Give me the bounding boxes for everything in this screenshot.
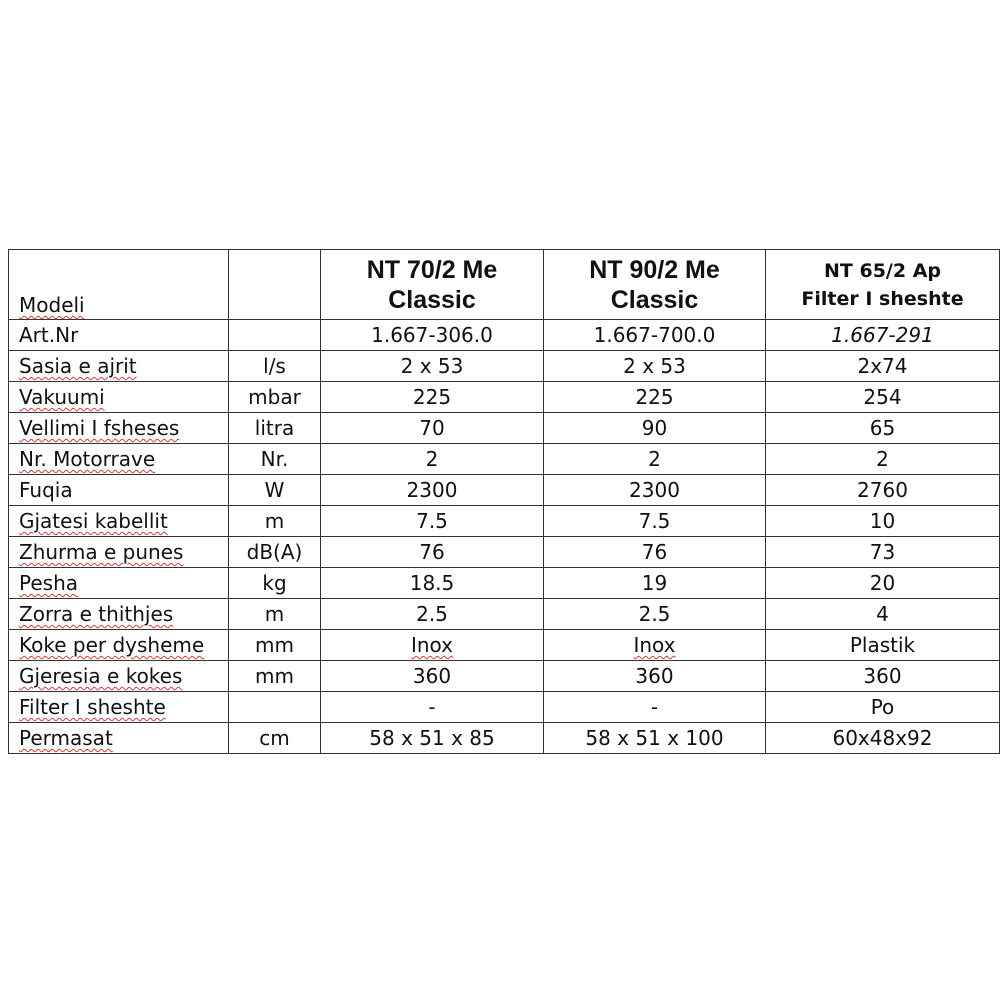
row-value: Inox xyxy=(633,633,676,657)
row-value: 225 xyxy=(635,385,674,409)
row-label: Fuqia xyxy=(19,478,73,502)
model-header-1 xyxy=(321,250,544,320)
row-value: 20 xyxy=(869,571,896,595)
row-unit: mm xyxy=(229,661,321,692)
row-unit: l/s xyxy=(229,351,321,382)
row-value-model-3 xyxy=(766,568,1000,599)
row-value-model-1 xyxy=(321,444,544,475)
row-label-cell xyxy=(9,723,229,754)
row-value-model-2 xyxy=(544,320,766,351)
table-row xyxy=(9,568,1000,599)
row-value-model-2 xyxy=(544,351,766,382)
row-value: 58 x 51 x 85 xyxy=(369,726,495,750)
row-label-cell xyxy=(9,661,229,692)
row-unit: m xyxy=(229,599,321,630)
row-value-model-2 xyxy=(544,475,766,506)
row-unit xyxy=(229,320,321,351)
model-header-2 xyxy=(544,250,766,320)
row-value-model-3 xyxy=(766,537,1000,568)
row-label: Art.Nr xyxy=(19,323,79,347)
row-value-model-1 xyxy=(321,506,544,537)
model-header-3-line1: NT 65/2 Ap xyxy=(824,259,941,282)
row-value: 360 xyxy=(863,664,902,688)
row-value: 2 xyxy=(425,447,439,471)
header-label xyxy=(9,250,229,320)
row-label-cell xyxy=(9,506,229,537)
row-value: 2300 xyxy=(406,478,458,502)
row-label: Zorra e thithjes xyxy=(19,602,174,626)
row-value: 19 xyxy=(641,571,668,595)
row-value-model-1 xyxy=(321,630,544,661)
row-value: 76 xyxy=(419,540,445,564)
row-value: Plastik xyxy=(849,633,916,657)
row-unit: mbar xyxy=(229,382,321,413)
row-value: 90 xyxy=(641,416,668,440)
row-value: - xyxy=(650,695,659,719)
row-value-model-3 xyxy=(766,382,1000,413)
model-header-3-line2: Filter I sheshte xyxy=(801,287,964,310)
row-value-model-2 xyxy=(544,444,766,475)
row-value-model-2 xyxy=(544,599,766,630)
model-header-2-line1: NT 90/2 Me xyxy=(589,255,720,284)
row-unit: dB(A) xyxy=(229,537,321,568)
row-unit: litra xyxy=(229,413,321,444)
spec-table xyxy=(8,249,1000,754)
row-value: 7.5 xyxy=(416,509,448,533)
row-label: Gjatesi kabellit xyxy=(19,509,168,533)
row-value: 1.667-291 xyxy=(831,323,934,347)
row-value: 2 x 53 xyxy=(623,354,686,378)
row-value-model-1 xyxy=(321,661,544,692)
row-value: 7.5 xyxy=(638,509,671,533)
row-value: 2300 xyxy=(629,478,680,502)
row-label: Filter I sheshte xyxy=(19,695,166,719)
row-label-cell xyxy=(9,568,229,599)
row-label: Koke per dysheme xyxy=(19,633,205,657)
row-value-model-3 xyxy=(766,506,1000,537)
row-label-cell xyxy=(9,382,229,413)
row-value-model-3 xyxy=(766,630,1000,661)
model-header-1-line1: NT 70/2 Me xyxy=(366,255,498,284)
row-value: 76 xyxy=(641,540,668,564)
row-value-model-2 xyxy=(544,382,766,413)
row-value: 2760 xyxy=(857,478,908,502)
row-label-cell xyxy=(9,444,229,475)
model-header-2-line2: Classic xyxy=(610,285,699,314)
row-value-model-1 xyxy=(321,692,544,723)
row-value-model-3 xyxy=(766,351,1000,382)
row-label-cell xyxy=(9,320,229,351)
row-value-model-1 xyxy=(321,568,544,599)
row-value-model-1 xyxy=(321,382,544,413)
table-row xyxy=(9,413,1000,444)
row-value: 2 xyxy=(876,447,889,471)
row-value-model-3 xyxy=(766,413,1000,444)
row-label: Vellimi I fsheses xyxy=(19,416,180,440)
row-label: Pesha xyxy=(19,571,79,595)
row-value: 254 xyxy=(863,385,902,409)
row-label: Sasia e ajrit xyxy=(19,354,137,378)
row-value-model-3 xyxy=(766,723,1000,754)
row-value: Inox xyxy=(410,633,454,657)
row-value: - xyxy=(428,695,436,719)
row-value-model-2 xyxy=(544,568,766,599)
row-value-model-2 xyxy=(544,630,766,661)
row-label: Zhurma e punes xyxy=(19,540,184,564)
row-unit: m xyxy=(229,506,321,537)
row-value: 360 xyxy=(412,664,452,688)
table-row xyxy=(9,382,1000,413)
table-row xyxy=(9,351,1000,382)
row-value-model-1 xyxy=(321,351,544,382)
row-unit: mm xyxy=(229,630,321,661)
row-value: Po xyxy=(870,695,895,719)
row-value-model-3 xyxy=(766,692,1000,723)
model-header-3 xyxy=(766,250,1000,320)
row-value: 1.667-306.0 xyxy=(371,323,493,347)
row-value: 360 xyxy=(635,664,674,688)
table-row xyxy=(9,537,1000,568)
row-label-cell xyxy=(9,475,229,506)
row-value-model-3 xyxy=(766,661,1000,692)
row-label-cell xyxy=(9,413,229,444)
row-value-model-3 xyxy=(766,475,1000,506)
row-value: 73 xyxy=(869,540,896,564)
header-unit-cell xyxy=(229,250,321,320)
table-row xyxy=(9,599,1000,630)
row-label: Gjeresia e kokes xyxy=(19,664,183,688)
row-value: 10 xyxy=(869,509,896,533)
row-value-model-3 xyxy=(766,320,1000,351)
row-value-model-2 xyxy=(544,506,766,537)
row-value: 65 xyxy=(869,416,896,440)
row-value: 2x74 xyxy=(857,354,908,378)
row-value-model-2 xyxy=(544,537,766,568)
row-value-model-1 xyxy=(321,475,544,506)
row-value-model-2 xyxy=(544,413,766,444)
row-value-model-1 xyxy=(321,537,544,568)
row-value: 2 xyxy=(648,447,661,471)
row-unit: cm xyxy=(229,723,321,754)
table-row xyxy=(9,444,1000,475)
row-value-model-1 xyxy=(321,723,544,754)
model-header-1-line2: Classic xyxy=(388,285,476,314)
row-value-model-2 xyxy=(544,692,766,723)
row-value: 225 xyxy=(412,385,452,409)
table-row xyxy=(9,320,1000,351)
row-label: Permasat xyxy=(19,726,113,750)
row-value: 60x48x92 xyxy=(832,726,933,750)
table-row xyxy=(9,723,1000,754)
row-label: Nr. Motorrave xyxy=(19,447,156,471)
row-value: 2 x 53 xyxy=(400,354,464,378)
row-value-model-1 xyxy=(321,599,544,630)
row-label-cell xyxy=(9,692,229,723)
row-value: 1.667-700.0 xyxy=(593,323,716,347)
row-value-model-1 xyxy=(321,320,544,351)
row-label-cell xyxy=(9,630,229,661)
row-value-model-3 xyxy=(766,599,1000,630)
row-value-model-2 xyxy=(544,723,766,754)
header-row xyxy=(9,250,1000,320)
row-value-model-3 xyxy=(766,444,1000,475)
row-label-cell xyxy=(9,599,229,630)
row-value-model-1 xyxy=(321,413,544,444)
row-unit: W xyxy=(229,475,321,506)
table-row xyxy=(9,506,1000,537)
table-row xyxy=(9,692,1000,723)
row-value: 4 xyxy=(876,602,889,626)
row-label-cell xyxy=(9,351,229,382)
table-row xyxy=(9,661,1000,692)
row-value: 18.5 xyxy=(409,571,455,595)
row-unit xyxy=(229,692,321,723)
row-label: Vakuumi xyxy=(19,385,105,409)
row-value: 70 xyxy=(419,416,445,440)
header-label-text: Modeli xyxy=(19,293,85,317)
table-row xyxy=(9,630,1000,661)
row-unit: kg xyxy=(229,568,321,599)
table-row xyxy=(9,475,1000,506)
row-value: 2.5 xyxy=(416,602,448,626)
row-value: 2.5 xyxy=(638,602,671,626)
row-label-cell xyxy=(9,537,229,568)
row-value-model-2 xyxy=(544,661,766,692)
row-unit: Nr. xyxy=(229,444,321,475)
row-value: 58 x 51 x 100 xyxy=(585,726,724,750)
